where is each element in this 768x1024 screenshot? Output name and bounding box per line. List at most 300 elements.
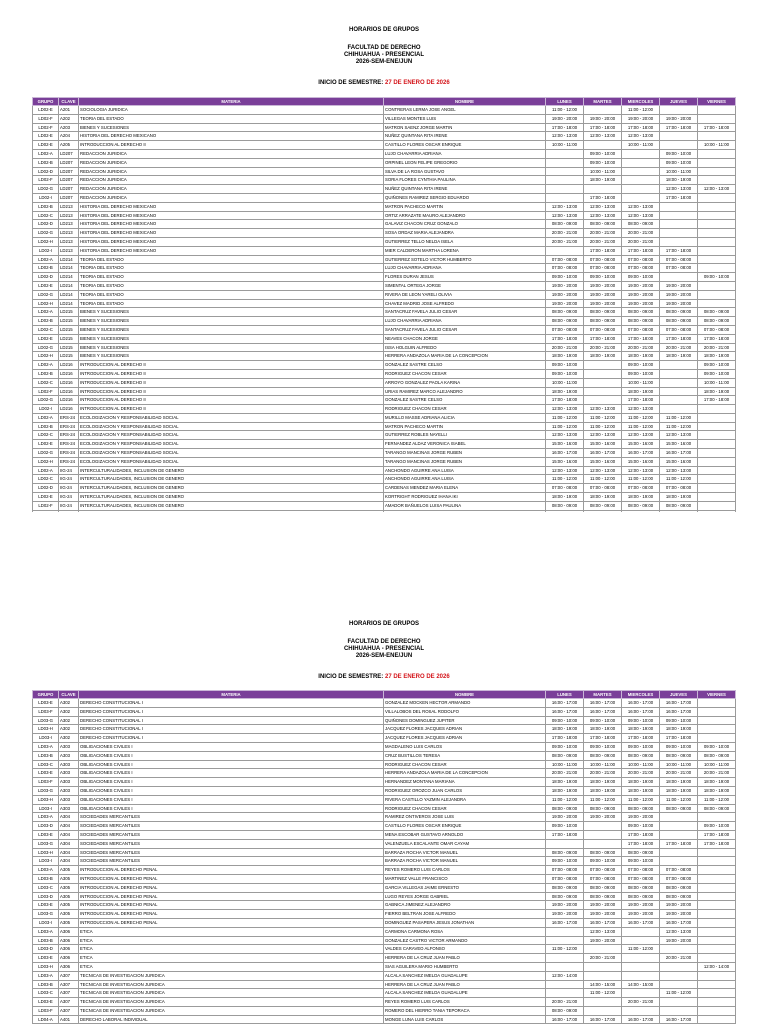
group-cell: LD03-E	[33, 830, 59, 839]
period-label: 2026-SEM-ENE/JUN	[355, 59, 413, 65]
monday-cell: 12:00 - 13:00	[546, 466, 584, 475]
tuesday-cell	[584, 998, 622, 1007]
thursday-cell: 19:00 - 20:00	[660, 290, 698, 299]
table-row	[33, 132, 736, 141]
group-cell: LD02-G	[33, 343, 59, 352]
thursday-cell: 19:00 - 20:00	[660, 281, 698, 290]
group-cell: LD03-H	[33, 795, 59, 804]
code-cell: A205	[59, 141, 79, 150]
tuesday-cell	[584, 945, 622, 954]
subject-cell: REDACCION JURIDICA	[79, 176, 384, 185]
friday-cell	[698, 971, 736, 980]
table-row	[33, 760, 736, 769]
monday-cell: 12:00 - 13:00	[546, 202, 584, 211]
friday-cell	[698, 449, 736, 458]
monday-cell	[546, 989, 584, 998]
subject-cell: HISTORIA DEL DERECHO MEXICANO	[79, 229, 384, 238]
thursday-cell	[660, 369, 698, 378]
wednesday-cell: 11:00 - 12:00	[622, 422, 660, 431]
monday-cell: 18:00 - 19:00	[546, 352, 584, 361]
teacher-cell: VALDES CARAVEO ALFONSO	[384, 945, 546, 954]
friday-cell	[698, 1015, 736, 1024]
table-row	[33, 989, 736, 998]
subject-cell: OBLIGACIONES CIVILES I	[79, 778, 384, 787]
friday-cell	[698, 132, 736, 141]
subject-cell: ECOLOGIZACION Y RESPONSABILIDAD SOCIAL	[79, 422, 384, 431]
group-cell: LD02-A	[33, 149, 59, 158]
thursday-cell	[660, 211, 698, 220]
tuesday-cell: 16:00 - 17:00	[584, 449, 622, 458]
tuesday-cell: 08:00 - 09:00	[584, 308, 622, 317]
table-row	[33, 493, 736, 502]
wednesday-cell: 15:00 - 16:00	[622, 457, 660, 466]
table-row	[33, 457, 736, 466]
thursday-cell: 19:00 - 20:00	[660, 114, 698, 123]
column-header-materia: MATERIA	[79, 691, 384, 699]
thursday-cell: 11:00 - 12:00	[660, 422, 698, 431]
friday-cell	[698, 299, 736, 308]
thursday-cell: 16:00 - 17:00	[660, 707, 698, 716]
wednesday-cell: 08:00 - 09:00	[622, 883, 660, 892]
subject-cell: DERECHO CONSTITUCIONAL I	[79, 707, 384, 716]
wednesday-cell: 19:00 - 20:00	[622, 910, 660, 919]
teacher-cell: SILVA DE LA ROSA GUSTAVO	[384, 167, 546, 176]
teacher-cell: GARCIA VILLEGAS JAIME ERNESTO	[384, 883, 546, 892]
monday-cell: 12:00 - 13:00	[546, 132, 584, 141]
thursday-cell: 12:00 - 13:00	[660, 431, 698, 440]
subject-cell: HISTORIA DEL DERECHO MEXICANO	[79, 211, 384, 220]
thursday-cell	[660, 106, 698, 115]
tuesday-cell: 08:00 - 09:00	[584, 804, 622, 813]
table-row	[33, 883, 736, 892]
thursday-cell: 18:00 - 19:00	[660, 176, 698, 185]
tuesday-cell	[584, 106, 622, 115]
table-row	[33, 246, 736, 255]
table-row	[33, 220, 736, 229]
friday-cell	[698, 176, 736, 185]
table-row	[33, 361, 736, 370]
tuesday-cell: 10:00 - 11:00	[584, 167, 622, 176]
teacher-cell: ORPINEL LEON FELIPE GREGORIO	[384, 158, 546, 167]
wednesday-cell: 17:00 - 18:00	[622, 830, 660, 839]
monday-cell: 11:00 - 12:00	[546, 422, 584, 431]
thursday-cell: 08:00 - 09:00	[660, 308, 698, 317]
thursday-cell: 18:00 - 19:00	[660, 352, 698, 361]
friday-cell	[698, 813, 736, 822]
monday-cell: 16:00 - 17:00	[546, 918, 584, 927]
subject-cell: INTRODUCCION AL DERECHO PENAL	[79, 874, 384, 883]
group-cell: LD02-I	[33, 193, 59, 202]
tuesday-cell: 20:00 - 21:00	[584, 769, 622, 778]
friday-cell	[698, 167, 736, 176]
teacher-cell: JACQUEZ FLORES JACQUES ADRIAN	[384, 734, 546, 743]
monday-cell: 18:00 - 19:00	[546, 387, 584, 396]
code-cell: ERS-24	[59, 449, 79, 458]
wednesday-cell: 08:00 - 09:00	[622, 804, 660, 813]
wednesday-cell: 11:00 - 12:00	[622, 106, 660, 115]
thursday-cell: 08:00 - 09:00	[660, 751, 698, 760]
subject-cell: TEORIA DEL ESTADO	[79, 281, 384, 290]
table-row	[33, 237, 736, 246]
wednesday-cell: 11:00 - 12:00	[622, 795, 660, 804]
thursday-cell: 12:00 - 13:00	[660, 185, 698, 194]
teacher-cell: QUIÑONES RAMIREZ SERGIO EDUARDO	[384, 193, 546, 202]
monday-cell	[546, 839, 584, 848]
friday-cell	[698, 998, 736, 1007]
wednesday-cell: 08:00 - 09:00	[622, 848, 660, 857]
tuesday-cell: 09:00 - 10:00	[584, 857, 622, 866]
friday-cell	[698, 281, 736, 290]
tuesday-cell: 20:00 - 21:00	[584, 237, 622, 246]
wednesday-cell: 12:00 - 13:00	[622, 431, 660, 440]
wednesday-cell: 18:00 - 19:00	[622, 352, 660, 361]
table-row	[33, 778, 736, 787]
subject-cell: TECNICAS DE INVESTIGACION JURIDICA	[79, 998, 384, 1007]
friday-cell	[698, 848, 736, 857]
table-row	[33, 114, 736, 123]
code-cell: A304	[59, 830, 79, 839]
thursday-cell: 07:00 - 08:00	[660, 874, 698, 883]
code-cell: A303	[59, 795, 79, 804]
teacher-cell: REYES ROMERO LUIS CARLOS	[384, 866, 546, 875]
thursday-cell: 08:00 - 09:00	[660, 804, 698, 813]
friday-cell: 12:00 - 14:00	[698, 962, 736, 971]
tuesday-cell: 19:00 - 20:00	[584, 901, 622, 910]
thursday-cell: 11:00 - 12:00	[660, 795, 698, 804]
friday-cell: 17:00 - 18:00	[698, 123, 736, 132]
code-cell: LD213	[59, 246, 79, 255]
monday-cell: 18:00 - 19:00	[546, 786, 584, 795]
wednesday-cell: 18:00 - 19:00	[622, 387, 660, 396]
thursday-cell	[660, 396, 698, 405]
monday-cell: 07:00 - 08:00	[546, 264, 584, 273]
tuesday-cell: 18:00 - 19:00	[584, 786, 622, 795]
table-row	[33, 751, 736, 760]
tuesday-cell: 17:00 - 18:00	[584, 193, 622, 202]
subject-cell: REDACCION JURIDICA	[79, 193, 384, 202]
table-body	[33, 699, 736, 1024]
wednesday-cell: 18:00 - 19:00	[622, 493, 660, 502]
teacher-cell: SORIA FLORES CYNTHIA PAULINA	[384, 176, 546, 185]
schedule-page-2	[0, 512, 768, 1024]
friday-cell	[698, 422, 736, 431]
group-cell: LD02-D	[33, 220, 59, 229]
table-row	[33, 149, 736, 158]
group-cell: LD02-F	[33, 387, 59, 396]
code-cell: A302	[59, 716, 79, 725]
wednesday-cell: 16:00 - 17:00	[622, 699, 660, 708]
tuesday-cell: 07:00 - 08:00	[584, 484, 622, 493]
monday-cell	[546, 167, 584, 176]
code-cell: LD216	[59, 369, 79, 378]
code-cell: LD214	[59, 255, 79, 264]
teacher-cell: GABNICA JIMENEZ ALEJANDRO	[384, 901, 546, 910]
tuesday-cell	[584, 839, 622, 848]
monday-cell: 18:00 - 19:00	[546, 725, 584, 734]
monday-cell: 08:00 - 09:00	[546, 1006, 584, 1015]
code-cell: A305	[59, 918, 79, 927]
thursday-cell	[660, 945, 698, 954]
tuesday-cell: 16:00 - 17:00	[584, 918, 622, 927]
tuesday-cell	[584, 369, 622, 378]
thursday-cell: 08:00 - 09:00	[660, 501, 698, 510]
table-row	[33, 901, 736, 910]
monday-cell: 19:00 - 20:00	[546, 281, 584, 290]
teacher-cell: GUTIERREZ SOTELO VICTOR HUMBERTO	[384, 255, 546, 264]
semester-start-label: INICIO DE SEMESTRE:	[318, 674, 384, 680]
document-title: HORARIOS DE GRUPOS	[348, 27, 419, 33]
wednesday-cell	[622, 167, 660, 176]
subject-cell: ECOLOGIZACION Y RESPONSABILIDAD SOCIAL	[79, 431, 384, 440]
group-cell: LD02-I	[33, 405, 59, 414]
subject-cell: SOCIEDADES MERCANTILES	[79, 813, 384, 822]
code-cell: LD215	[59, 352, 79, 361]
teacher-cell: DOMINGUEZ PASAPERA JESUS JONATHAN	[384, 918, 546, 927]
group-cell: LD03-H	[33, 725, 59, 734]
subject-cell: ECOLOGIZACION Y RESPONSABILIDAD SOCIAL	[79, 413, 384, 422]
subject-cell: INTRODUCCION AL DERECHO II	[79, 387, 384, 396]
tuesday-cell: 09:00 - 10:00	[584, 716, 622, 725]
teacher-cell: GUTIERREZ ROBLES NAYELLI	[384, 431, 546, 440]
monday-cell	[546, 927, 584, 936]
code-cell: IIG-24	[59, 484, 79, 493]
subject-cell: INTRODUCCION AL DERECHO II	[79, 396, 384, 405]
code-cell: A305	[59, 892, 79, 901]
tuesday-cell: 08:00 - 09:00	[584, 892, 622, 901]
friday-cell	[698, 901, 736, 910]
friday-cell: 07:00 - 08:00	[698, 325, 736, 334]
friday-cell	[698, 699, 736, 708]
subject-cell: TECNICAS DE INVESTIGACION JURIDICA	[79, 971, 384, 980]
group-cell: LD02-D	[33, 484, 59, 493]
table-row	[33, 264, 736, 273]
friday-cell: 10:00 - 11:00	[698, 141, 736, 150]
friday-cell	[698, 980, 736, 989]
thursday-cell	[660, 857, 698, 866]
code-cell: LD214	[59, 264, 79, 273]
code-cell: LD215	[59, 334, 79, 343]
subject-cell: OBLIGACIONES CIVILES I	[79, 760, 384, 769]
thursday-cell: 16:00 - 17:00	[660, 449, 698, 458]
teacher-cell: GONZALEZ SASTRE CELSO	[384, 396, 546, 405]
group-cell: LD03-B	[33, 980, 59, 989]
friday-cell	[698, 405, 736, 414]
thursday-cell: 17:00 - 18:00	[660, 246, 698, 255]
wednesday-cell: 12:00 - 13:00	[622, 405, 660, 414]
friday-cell: 20:00 - 21:00	[698, 343, 736, 352]
subject-cell: OBLIGACIONES CIVILES I	[79, 742, 384, 751]
thursday-cell: 10:00 - 11:00	[660, 167, 698, 176]
monday-cell: 17:00 - 18:00	[546, 830, 584, 839]
monday-cell: 08:00 - 09:00	[546, 883, 584, 892]
monday-cell: 17:00 - 18:00	[546, 334, 584, 343]
subject-cell: BIENES Y SUCESIONES	[79, 123, 384, 132]
code-cell: A303	[59, 769, 79, 778]
table-row	[33, 501, 736, 510]
tuesday-cell	[584, 378, 622, 387]
friday-cell: 09:00 - 10:00	[698, 361, 736, 370]
wednesday-cell: 08:00 - 09:00	[622, 892, 660, 901]
subject-cell: BIENES Y SUCESIONES	[79, 334, 384, 343]
wednesday-cell: 15:00 - 16:00	[622, 440, 660, 449]
code-cell: A304	[59, 822, 79, 831]
code-cell: LD216	[59, 361, 79, 370]
code-cell: A305	[59, 910, 79, 919]
subject-cell: TECNICAS DE INVESTIGACION JURIDICA	[79, 989, 384, 998]
wednesday-cell: 08:00 - 09:00	[622, 317, 660, 326]
thursday-cell	[660, 980, 698, 989]
tuesday-cell: 07:00 - 08:00	[584, 325, 622, 334]
group-cell: LD03-A	[33, 866, 59, 875]
wednesday-cell: 19:00 - 20:00	[622, 299, 660, 308]
group-cell: LD03-G	[33, 839, 59, 848]
tuesday-cell	[584, 971, 622, 980]
subject-cell: TEORIA DEL ESTADO	[79, 264, 384, 273]
teacher-cell: SIMENTAL ORTEGA JORGE	[384, 281, 546, 290]
code-cell: A303	[59, 742, 79, 751]
code-cell: A307	[59, 971, 79, 980]
wednesday-cell: 20:00 - 21:00	[622, 229, 660, 238]
thursday-cell: 17:00 - 18:00	[660, 734, 698, 743]
group-cell: LD02-C	[33, 211, 59, 220]
code-cell: A305	[59, 901, 79, 910]
tuesday-cell: 20:00 - 21:00	[584, 343, 622, 352]
table-row	[33, 918, 736, 927]
group-cell: LD02-A	[33, 255, 59, 264]
code-cell: LD207	[59, 193, 79, 202]
wednesday-cell: 09:00 - 10:00	[622, 369, 660, 378]
monday-cell: 09:00 - 10:00	[546, 369, 584, 378]
table-row	[33, 707, 736, 716]
thursday-cell: 08:00 - 09:00	[660, 883, 698, 892]
table-row	[33, 857, 736, 866]
wednesday-cell: 16:00 - 17:00	[622, 1015, 660, 1024]
thursday-cell: 09:00 - 10:00	[660, 716, 698, 725]
friday-cell	[698, 874, 736, 883]
group-cell: LD03-A	[33, 927, 59, 936]
code-cell: ERS-24	[59, 440, 79, 449]
group-cell: LD03-E	[33, 769, 59, 778]
table-row	[33, 466, 736, 475]
code-cell: A307	[59, 980, 79, 989]
group-cell: LD03-F	[33, 778, 59, 787]
friday-cell	[698, 290, 736, 299]
friday-cell: 18:00 - 19:00	[698, 778, 736, 787]
table-row	[33, 769, 736, 778]
teacher-cell: CARDENAS MENDEZ MARIA ELENA	[384, 484, 546, 493]
table-row	[33, 866, 736, 875]
tuesday-cell: 07:00 - 08:00	[584, 874, 622, 883]
friday-cell	[698, 431, 736, 440]
thursday-cell: 17:00 - 18:00	[660, 123, 698, 132]
code-cell: LD216	[59, 405, 79, 414]
monday-cell: 09:00 - 10:00	[546, 716, 584, 725]
subject-cell: INTERCULTURALIDADES, INCLUSION DE GENERO	[79, 493, 384, 502]
tuesday-cell: 17:00 - 18:00	[584, 246, 622, 255]
table-row	[33, 193, 736, 202]
tuesday-cell: 16:00 - 17:00	[584, 1015, 622, 1024]
wednesday-cell: 19:00 - 20:00	[622, 813, 660, 822]
code-cell: A304	[59, 857, 79, 866]
column-header-grupo: GRUPO	[33, 691, 59, 699]
monday-cell	[546, 962, 584, 971]
code-cell: LD207	[59, 185, 79, 194]
wednesday-cell: 12:00 - 13:00	[622, 202, 660, 211]
table-row	[33, 786, 736, 795]
teacher-cell: RODRIGUEZ CHACON CESAR	[384, 369, 546, 378]
subject-cell: INTRODUCCION AL DERECHO PENAL	[79, 918, 384, 927]
code-cell: LD215	[59, 317, 79, 326]
code-cell: A306	[59, 936, 79, 945]
table-header-row	[33, 691, 736, 699]
table-row	[33, 980, 736, 989]
wednesday-cell: 19:00 - 20:00	[622, 114, 660, 123]
friday-cell	[698, 211, 736, 220]
code-cell: LD213	[59, 220, 79, 229]
column-header-nombre: NOMBRE	[384, 691, 546, 699]
tuesday-cell: 12:00 - 13:00	[584, 927, 622, 936]
faculty-name: FACULTAD DE DERECHO	[347, 45, 421, 51]
tuesday-cell: 18:00 - 19:00	[584, 352, 622, 361]
monday-cell: 20:00 - 21:00	[546, 237, 584, 246]
friday-cell: 08:00 - 09:00	[698, 751, 736, 760]
subject-cell: OBLIGACIONES CIVILES I	[79, 786, 384, 795]
table-row	[33, 273, 736, 282]
friday-cell	[698, 220, 736, 229]
teacher-cell: QUIÑONES DOMINGUEZ JUPITER	[384, 716, 546, 725]
subject-cell: TEORIA DEL ESTADO	[79, 273, 384, 282]
teacher-cell: JACQUEZ FLORES JACQUES ADRIAN	[384, 725, 546, 734]
monday-cell: 19:00 - 20:00	[546, 901, 584, 910]
wednesday-cell: 09:00 - 10:00	[622, 716, 660, 725]
thursday-cell	[660, 378, 698, 387]
thursday-cell: 12:00 - 13:00	[660, 927, 698, 936]
teacher-cell: SANTACRUZ FAVELA JULIO CESAR	[384, 325, 546, 334]
table-row	[33, 343, 736, 352]
code-cell: A303	[59, 786, 79, 795]
wednesday-cell: 17:00 - 18:00	[622, 839, 660, 848]
thursday-cell: 07:00 - 08:00	[660, 484, 698, 493]
table-row	[33, 141, 736, 150]
friday-cell	[698, 413, 736, 422]
monday-cell: 08:00 - 09:00	[546, 220, 584, 229]
code-cell: A306	[59, 962, 79, 971]
teacher-cell: MAGDALENO LUIS CARLOS	[384, 742, 546, 751]
subject-cell: SOCIEDADES MERCANTILES	[79, 830, 384, 839]
monday-cell: 08:00 - 09:00	[546, 308, 584, 317]
teacher-cell: RODRIGUEZ CHACON CESAR	[384, 804, 546, 813]
wednesday-cell: 19:00 - 20:00	[622, 901, 660, 910]
subject-cell: REDACCION JURIDICA	[79, 167, 384, 176]
monday-cell	[546, 954, 584, 963]
group-cell: LD03-G	[33, 786, 59, 795]
wednesday-cell: 08:00 - 09:00	[622, 220, 660, 229]
monday-cell: 10:00 - 11:00	[546, 760, 584, 769]
code-cell: A305	[59, 874, 79, 883]
friday-cell	[698, 883, 736, 892]
subject-cell: BIENES Y SUCESIONES	[79, 308, 384, 317]
tuesday-cell: 18:00 - 19:00	[584, 176, 622, 185]
thursday-cell	[660, 273, 698, 282]
table-row	[33, 1015, 736, 1024]
table-row	[33, 892, 736, 901]
friday-cell: 18:00 - 19:00	[698, 786, 736, 795]
subject-cell: DERECHO CONSTITUCIONAL I	[79, 716, 384, 725]
wednesday-cell: 09:00 - 10:00	[622, 273, 660, 282]
thursday-cell: 08:00 - 09:00	[660, 892, 698, 901]
group-cell: LD02-F	[33, 501, 59, 510]
subject-cell: SOCIEDADES MERCANTILES	[79, 822, 384, 831]
